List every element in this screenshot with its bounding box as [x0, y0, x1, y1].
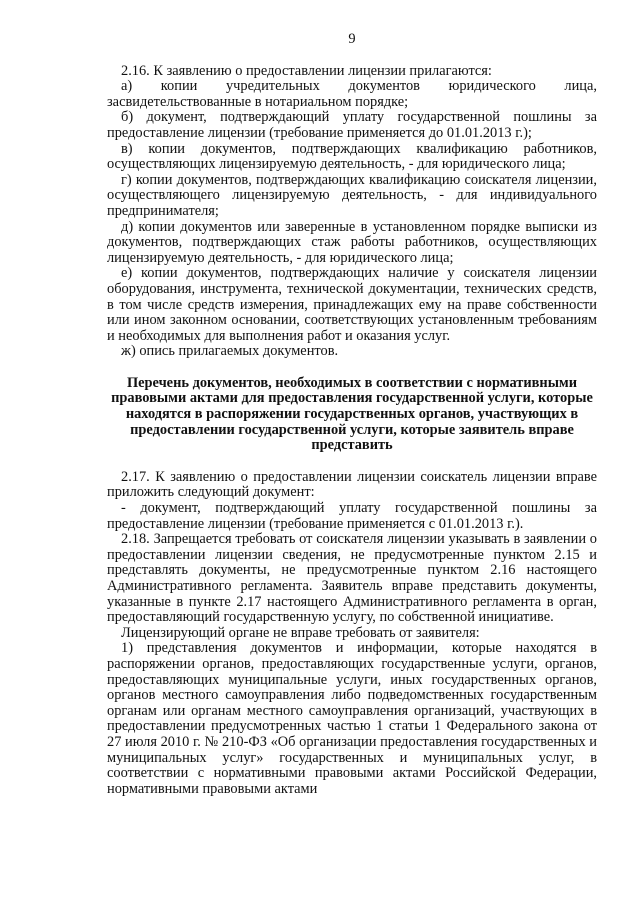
document-page	[107, 32, 597, 797]
section-heading: Перечень документов, необходимых в соответствии с нормативными правовыми актами для предоставления государственной услуги, которые находятся в распоряжении государственных органов, участвующих в предоставлении государственной услуги, которые заявитель вправе представить	[111, 374, 593, 454]
list-item-zh: ж) опись прилагаемых документов.	[121, 343, 339, 360]
list-item-1: 1) представления документов и информации, которые находятся в распоряжении органов, предоставляющих государственные услуги, органов, предоставляющих муниципальные услуги, иных государственных органов, органов местного самоуправления либо подведомственных государственным органам или органам местного самоуправления организаций, участвующих в предоставлении предусмотренных частью 1 статьи 1 Федерального закона от 27 июля 2010 г. № 210-ФЗ «Об организации предоставления государственных и муниципальных услуг» государственных и муниципальных услуг, в соответствии с нормативными правовыми актами Российской Федерации, нормативными правовыми актами	[107, 640, 597, 797]
list-item-b: б) документ, подтверждающий уплату государственной пошлины за предоставление лицензии (требование применяется до 01.01.2013 г.);	[107, 109, 597, 141]
list-item-a: а) копии учредительных документов юридического лица, засвидетельствованные в нотариальном порядке;	[107, 78, 597, 110]
paragraph-2-17: 2.17. К заявлению о предоставлении лицензии соискатель лицензии вправе приложить следующий документ:	[107, 468, 597, 501]
list-item-e: е) копии документов, подтверждающих наличие у соискателя лицензии оборудования, инструмента, технической документации, технических средств, в том числе средств измерения, принадлежащих ему на праве собственности или ином законном основании, соответствующих установленным требованиям и необходимых для выполнения работ и оказания услуг.	[107, 265, 597, 344]
list-item-d: д) копии документов или заверенные в установленном порядке выписки из документов, подтверждающих стаж работы работников, осуществляющих лицензируемую деятельность, - для юридического лица;	[107, 218, 597, 266]
list-item-dash: - документ, подтверждающий уплату государственной пошлины за предоставление лицензии (требование применяется с 01.01.2013 г.).	[107, 500, 597, 532]
paragraph-2-16: 2.16. К заявлению о предоставлении лицензии прилагаются:	[121, 62, 492, 79]
paragraph-2-18: 2.18. Запрещается требовать от соискателя лицензии указывать в заявлении о предоставлении лицензии сведения, не предусмотренные пунктом 2.15 и представлять документы, не предусмотренные пунктом 2.16 настоящего Административного регламента. Заявитель вправе представить документы, указанные в пункте 2.17 настоящего Административного регламента в орган, предоставляющий государственную услугу, по собственной инициативе.	[107, 531, 597, 626]
paragraph-prohibition: Лицензирующий органе не вправе требовать от заявителя:	[121, 624, 480, 641]
list-item-v: в) копии документов, подтверждающих квалификацию работников, осуществляющих лицензируемую деятельность, - для юридического лица;	[107, 140, 597, 173]
list-item-g: г) копии документов, подтверждающих квалификацию соискателя лицензии, осуществляющего лицензируемую деятельность, - для индивидуального предпринимателя;	[107, 171, 597, 219]
page-number: 9	[348, 31, 356, 47]
